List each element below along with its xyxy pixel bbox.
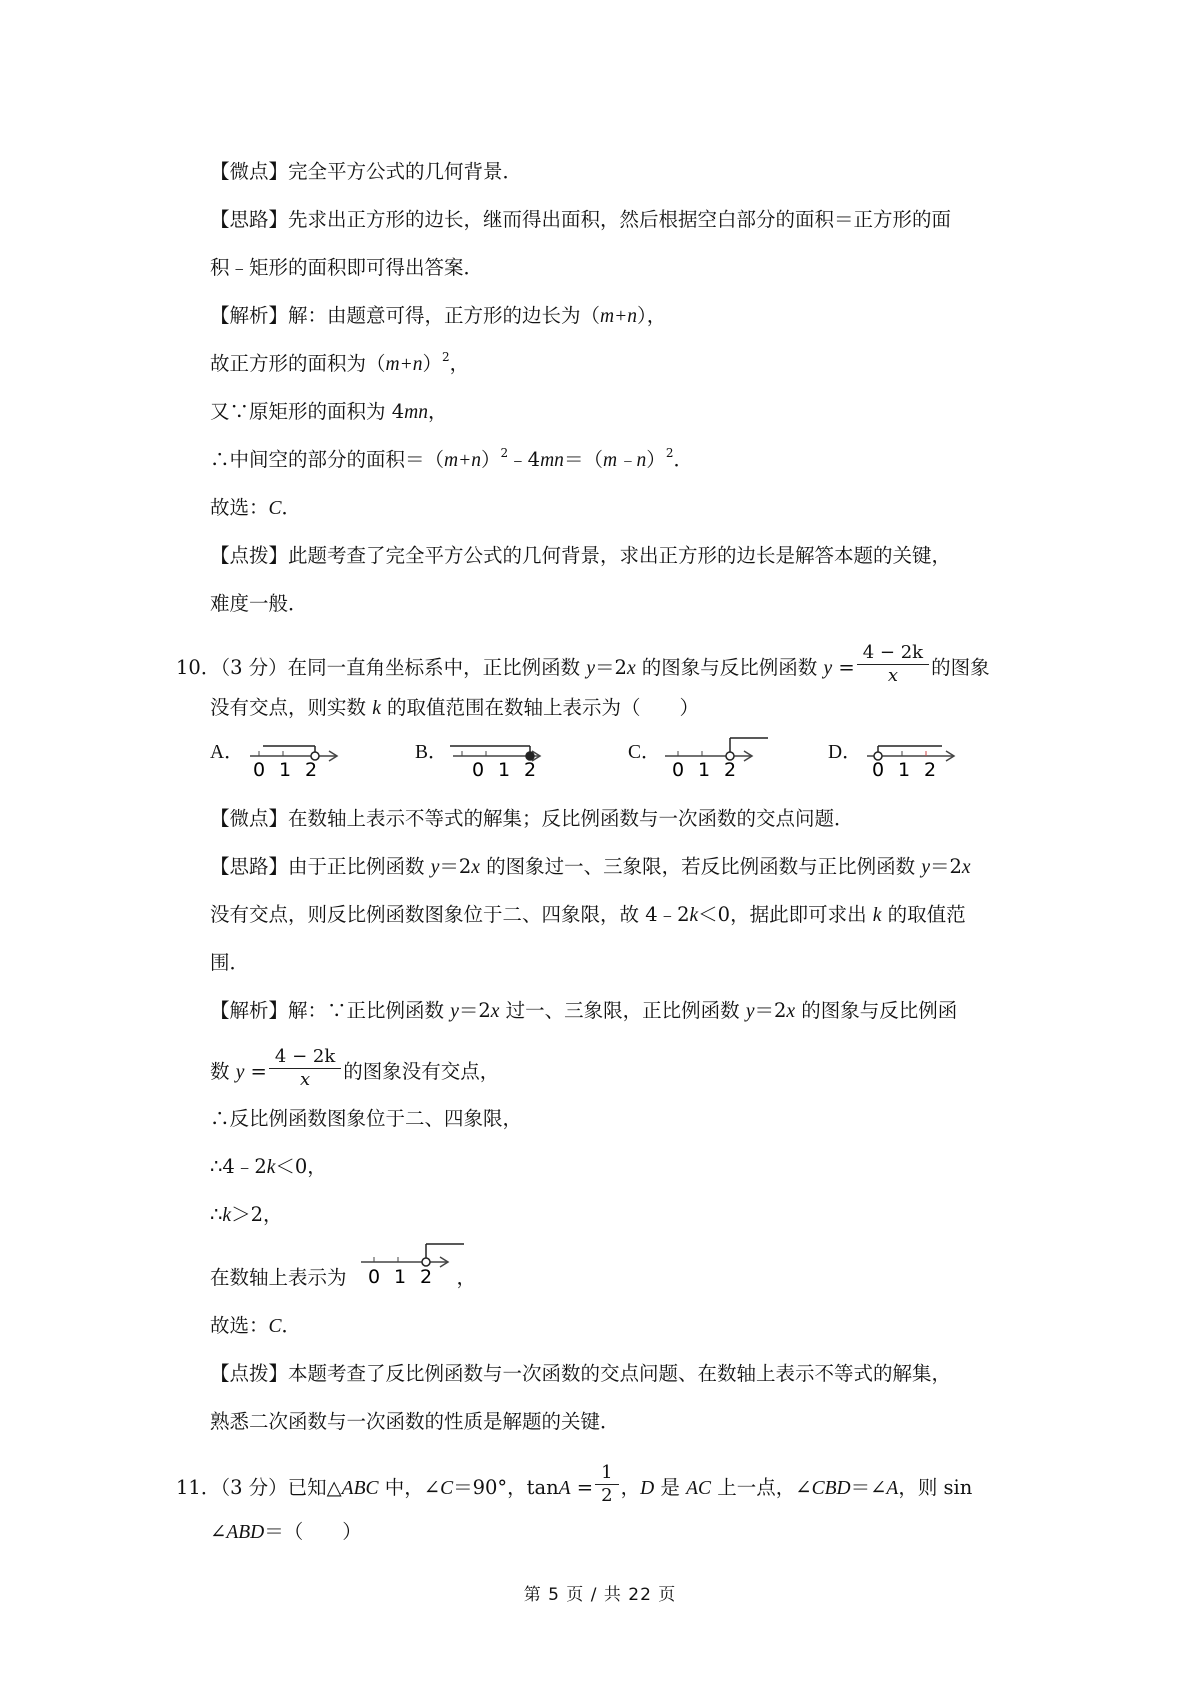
silu-line-1: 【思路】先求出正方形的边长，继而得出面积，然后根据空白部分的面积＝正方形的面 bbox=[210, 208, 952, 231]
tick-label: 0 bbox=[367, 1266, 381, 1288]
option-a[interactable]: A． bbox=[210, 742, 244, 763]
jiexi-line-2: 故正方形的面积为$(m+n)^2$， bbox=[210, 350, 470, 375]
answer-number-line bbox=[356, 1236, 468, 1288]
option-b-number-line bbox=[448, 730, 548, 780]
q11-stem-line-2: ∠ABD＝（ ） bbox=[210, 1520, 362, 1543]
q10-dianbo-line-1: 【点拨】本题考查了反比例函数与一次函数的交点问题、在数轴上表示不等式的解集， bbox=[210, 1362, 952, 1385]
dianbo-line-1: 【点拨】此题考查了完全平方公式的几何背景，求出正方形的边长是解答本题的关键， bbox=[210, 544, 952, 567]
q10-answer: 故选：C． bbox=[210, 1314, 302, 1337]
tick-label: 2 bbox=[523, 759, 537, 780]
q10-jiexi-line-3: ∴反比例函数图象位于二、四象限， bbox=[210, 1107, 523, 1130]
option-d[interactable]: D． bbox=[828, 742, 862, 763]
q10-silu-line-3: 围． bbox=[210, 951, 250, 974]
option-a-number-line bbox=[245, 730, 345, 780]
dianbo-line-2: 难度一般． bbox=[210, 592, 308, 615]
tick-label: 0 bbox=[671, 759, 685, 780]
q10-jiexi-line-1: 【解析】解：∵正比例函数 y＝2x 过一、三象限，正比例函数 y＝2x 的图象与反比例函 bbox=[210, 999, 958, 1022]
q10-fraction: $\frac{4 - 2k}{x}$ bbox=[857, 642, 929, 687]
option-b[interactable]: B． bbox=[415, 742, 448, 763]
option-c-number-line bbox=[660, 730, 770, 780]
tick-label: 1 bbox=[497, 759, 511, 780]
tick-label: 2 bbox=[723, 759, 737, 780]
silu-line-2: 积﹣矩形的面积即可得出答案． bbox=[210, 256, 484, 279]
page-footer: 第 5 页 / 共 22 页 bbox=[523, 1585, 677, 1605]
tick-label: 0 bbox=[871, 759, 885, 780]
q10-silu-line-2: 没有交点，则反比例函数图象位于二、四象限，故 4﹣2k＜0，据此即可求出 k 的取值范 bbox=[210, 903, 966, 926]
tick-label: 2 bbox=[923, 759, 937, 780]
tick-label: 1 bbox=[697, 759, 711, 780]
q10-jiexi-line-5: ∴k＞2， bbox=[210, 1203, 283, 1226]
q11-stem-line-1: 11．（3 分）已知△ABC 中，∠C＝90°，tanA = $\frac{1}{2}$ ，D 是 AC 上一点，∠CBD＝∠A，则 sin bbox=[176, 1462, 973, 1506]
tick-label: 1 bbox=[897, 759, 911, 780]
tick-label: 2 bbox=[419, 1266, 433, 1288]
jiexi-line-3: 又∵原矩形的面积为 4mn， bbox=[210, 400, 448, 423]
q10-dianbo-line-2: 熟悉二次函数与一次函数的性质是解题的关键． bbox=[210, 1410, 620, 1433]
q11-fraction: $\frac{1}{2}$ bbox=[595, 1462, 618, 1507]
jiexi-line-1: 【解析】解：由题意可得，正方形的边长为（m+n）， bbox=[210, 304, 667, 327]
option-c[interactable]: C． bbox=[628, 742, 661, 763]
q10-jiexi-fraction: $\frac{4 - 2k}{x}$ bbox=[269, 1046, 341, 1091]
q10-weidian: 【微点】在数轴上表示不等式的解集；反比例函数与一次函数的交点问题． bbox=[210, 807, 854, 830]
tick-label: 0 bbox=[471, 759, 485, 780]
weidian-line: 【微点】完全平方公式的几何背景． bbox=[210, 160, 523, 183]
q10-jiexi-line-6: 在数轴上表示为 ， bbox=[210, 1266, 477, 1289]
option-d-number-line bbox=[862, 730, 962, 780]
q10-stem-line-1: 10．（3 分）在同一直角坐标系中，正比例函数 y＝2x 的图象与反比例函数 y = $\frac{4 - 2k}{x}$ 的图象 bbox=[176, 642, 990, 686]
tick-label: 0 bbox=[252, 759, 266, 780]
q10-jiexi-line-4: ∴4﹣2k＜0， bbox=[210, 1155, 327, 1178]
jiexi-line-4: ∴中间空的部分的面积$=(m+n)^2﹣4mn=(m﹣n)^2$． bbox=[210, 446, 693, 471]
q10-silu-line-1: 【思路】由于正比例函数 y＝2x 的图象过一、三象限，若反比例函数与正比例函数 y＝2x bbox=[210, 855, 971, 878]
tick-label: 1 bbox=[278, 759, 292, 780]
tick-label: 1 bbox=[393, 1266, 407, 1288]
q10-jiexi-line-2: 数 y = $\frac{4 - 2k}{x}$ 的图象没有交点， bbox=[210, 1046, 500, 1090]
answer-line: 故选：C． bbox=[210, 496, 302, 519]
tick-label: 2 bbox=[304, 759, 318, 780]
q10-stem-line-2: 没有交点，则实数 k 的取值范围在数轴上表示为（ ） bbox=[210, 696, 700, 719]
